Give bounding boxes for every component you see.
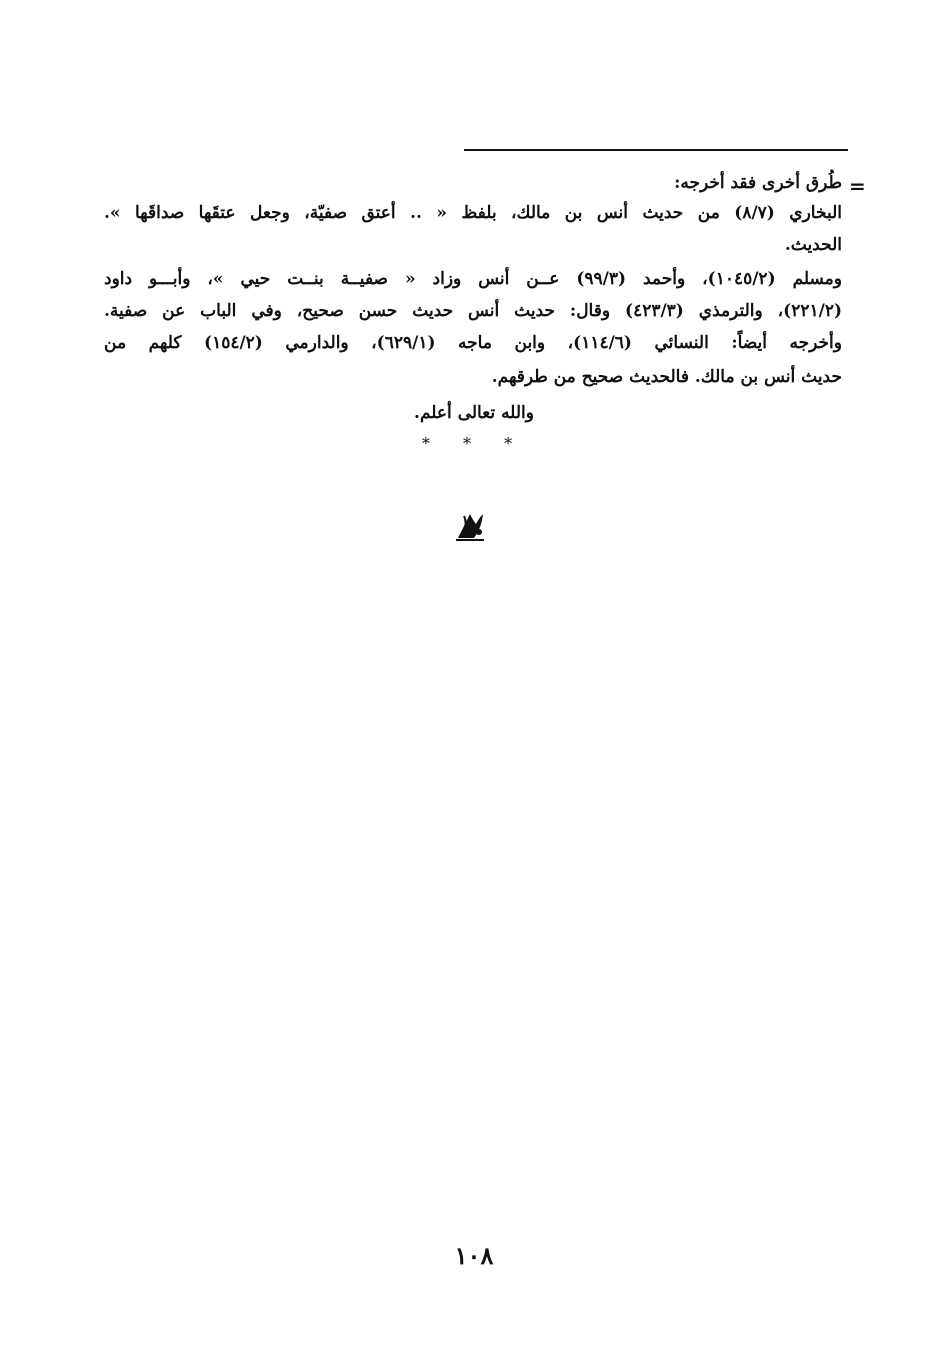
calligraphic-ornament-icon — [452, 508, 488, 542]
footnote-line-5: (٢٢١/٢)، والترمذي (٤٢٣/٣) وقال: حديث أنس حديث حسن صحيح، وفي الباب عن صفية. — [104, 301, 842, 321]
footnote-line-2: البخاري (٨/٧) من حديث أنس بن مالك، بلفظ « .. أعتق صفيّة، وجعل عتقَها صداقَها ». — [104, 203, 842, 223]
footnote-line-3: الحديث. — [784, 235, 842, 255]
continuation-mark: = — [849, 174, 866, 198]
footnote-line-6: وأخرجه أيضاً: النسائي (١١٤/٦)، وابن ماجه (٦٢٩/١)، والدارمي (١٥٤/٢) كلهم من — [104, 333, 842, 353]
footnote-separator-rule — [464, 149, 848, 151]
footnote-line-1: طُرق أخرى فقد أخرجه: — [674, 173, 842, 193]
footnote-line-4: ومسلم (١٠٤٥/٢)، وأحمد (٩٩/٣) عــن أنس وزاد « صفيــة بنــت حيي »، وأبـــو داود — [104, 269, 842, 289]
section-stars: * * * — [421, 434, 527, 453]
closing-phrase: والله تعالى أعلم. — [414, 403, 534, 423]
page-number: ١٠٨ — [454, 1241, 494, 1270]
footnote-line-7: حديث أنس بن مالك. فالحديث صحيح من طرقهم. — [491, 367, 842, 387]
